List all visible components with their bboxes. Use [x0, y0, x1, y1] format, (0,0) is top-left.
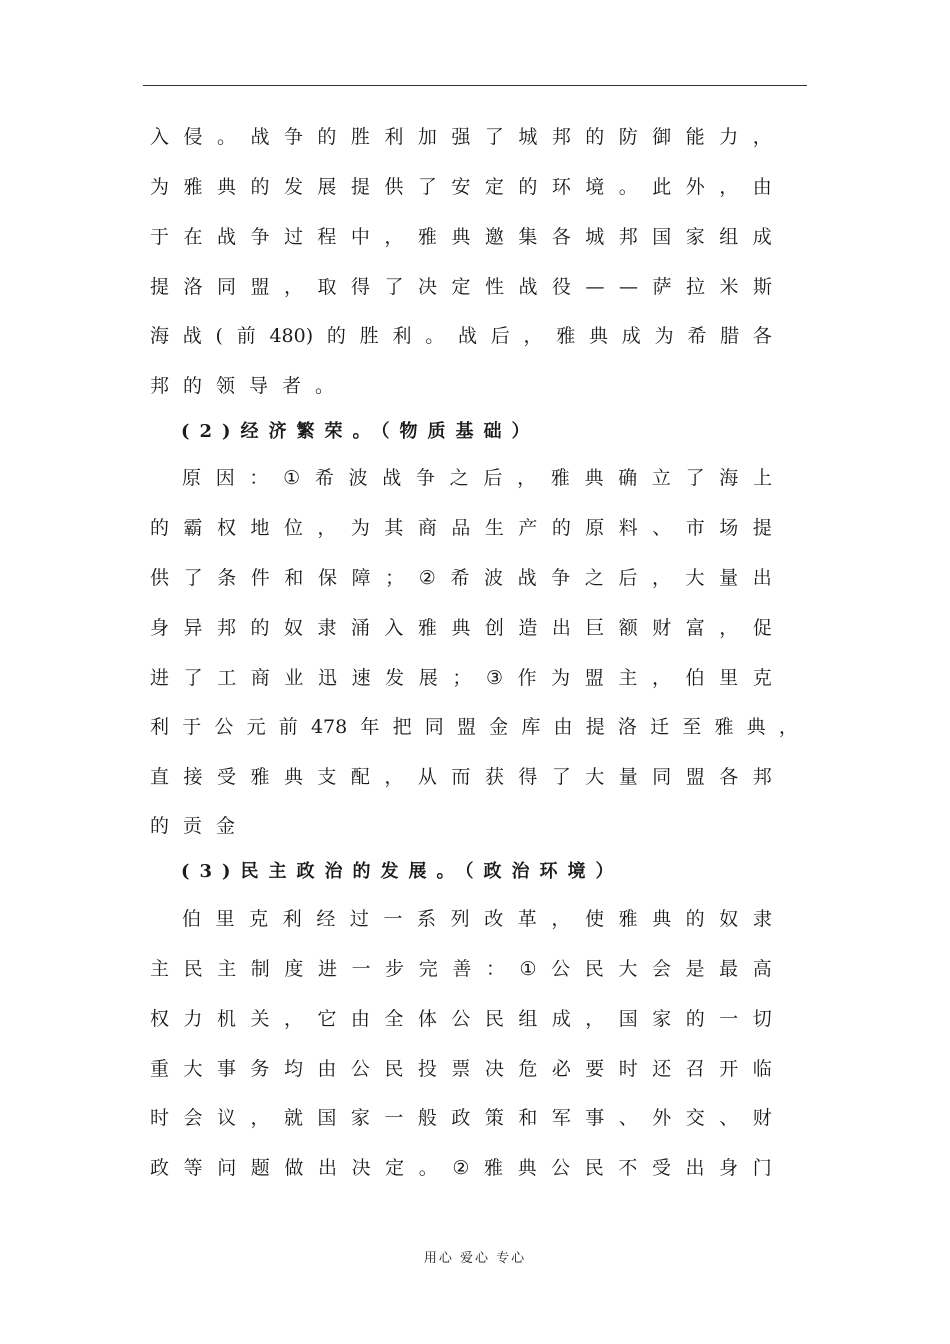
body-line: 伯 里 克 利 经 过 一 系 列 改 革 ， 使 雅 典 的 奴 隶	[182, 908, 772, 930]
body-line: 身 异 邦 的 奴 隶 涌 入 雅 典 创 造 出 巨 额 财 富 ， 促	[150, 617, 772, 639]
body-line: 利 于 公 元 前 478 年 把 同 盟 金 库 由 提 洛 迁 至 雅 典 ，	[150, 716, 798, 738]
body-line: 供 了 条 件 和 保 障 ； ② 希 波 战 争 之 后 ， 大 量 出	[150, 567, 772, 589]
body-line: 的 霸 权 地 位 ， 为 其 商 品 生 产 的 原 料 、 市 场 提	[150, 517, 772, 539]
header-rule	[143, 85, 807, 86]
body-line: 进 了 工 商 业 迅 速 发 展 ； ③ 作 为 盟 主 ， 伯 里 克	[150, 667, 772, 689]
body-line: 重 大 事 务 均 由 公 民 投 票 决 危 必 要 时 还 召 开 临	[150, 1058, 772, 1080]
body-line: 时 会 议 ， 就 国 家 一 般 政 策 和 军 事 、 外 交 、 财	[150, 1107, 772, 1129]
body-line: 为 雅 典 的 发 展 提 供 了 安 定 的 环 境 。 此 外 ， 由	[150, 176, 772, 198]
body-line: 直 接 受 雅 典 支 配 ， 从 而 获 得 了 大 量 同 盟 各 邦	[150, 766, 772, 788]
section-heading: (2)经济繁荣。（物质基础）	[181, 421, 540, 442]
body-line: 入 侵 。 战 争 的 胜 利 加 强 了 城 邦 的 防 御 能 力 ，	[150, 126, 772, 148]
body-line: 主 民 主 制 度 进 一 步 完 善 ： ① 公 民 大 会 是 最 高	[150, 958, 772, 980]
body-line: 的贡金	[150, 815, 250, 837]
body-line: 于 在 战 争 过 程 中 ， 雅 典 邀 集 各 城 邦 国 家 组 成	[150, 226, 772, 248]
body-line: 权 力 机 关 ， 它 由 全 体 公 民 组 成 ， 国 家 的 一 切	[150, 1008, 772, 1030]
page-footer: 用心 爱心 专心	[423, 1251, 527, 1266]
body-line: 提 洛 同 盟 ， 取 得 了 决 定 性 战 役 — — 萨 拉 米 斯	[150, 276, 772, 298]
body-line: 原 因 ： ① 希 波 战 争 之 后 ， 雅 典 确 立 了 海 上	[182, 467, 772, 489]
body-line: 政 等 问 题 做 出 决 定 。 ② 雅 典 公 民 不 受 出 身 门	[150, 1157, 772, 1179]
body-line: 海 战 ( 前 480) 的 胜 利 。 战 后 ， 雅 典 成 为 希 腊 各	[150, 325, 772, 347]
body-line: 邦的领导者。	[150, 375, 349, 397]
section-heading: (3)民主政治的发展。（政治环境）	[181, 861, 624, 882]
